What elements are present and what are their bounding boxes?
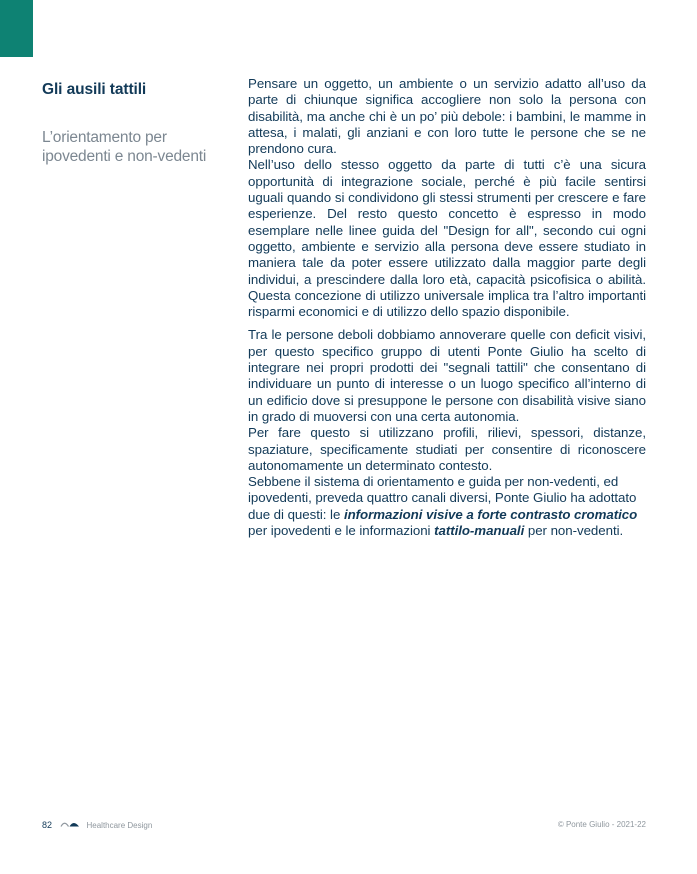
emphasis-visual-info: informazioni visive a forte contrasto cromatico — [343, 506, 638, 522]
paragraph-5-text-b: per ipovedenti e le informazioni — [248, 523, 435, 539]
footer-section-label: Healthcare Design — [86, 821, 153, 830]
section-subtitle: L’orientamento per ipovedenti e non-vedenti — [42, 129, 207, 165]
ponte-giulio-logo-icon — [60, 819, 80, 833]
sidebar — [42, 80, 232, 166]
corner-accent-tab — [0, 0, 33, 57]
section-title: Gli ausili tattili — [42, 81, 147, 98]
paragraph-3: Tra le persone deboli dobbiamo annoverare quelle con deficit visivi, per questo specifico gruppo di utenti Ponte Giulio ha scelto di integrare nei propri prodotti dei "segnali tattili" che consentano di individuare un punto di interesse o un luogo specifico all’interno di un edificio dove si presuppone le persone con disabilità visive siano in grado di muoversi con una certa autonomia. — [248, 327, 646, 424]
emphasis-tactile-info: tattilo-manuali — [434, 523, 525, 539]
paragraph-4: Per fare questo si utilizzano profili, rilievi, spessori, distanze, spaziature, specificamente studiati per consentire di riconoscere autonomamente un determinato contesto. — [248, 425, 646, 473]
paragraph-5-text-a: Sebbene il sistema di orientamento e guida per non-vedenti, ed ipovedenti, preveda quattro canali diversi, Ponte Giulio ha adottato due di questi: le — [248, 474, 637, 522]
paragraph-5-text-c: per non-vedenti. — [524, 523, 624, 539]
page-number: 82 — [42, 820, 53, 830]
paragraph-2: Nell’uso dello stesso oggetto da parte di tutti c’è una sicura opportunità di integrazione sociale, perché è più facile sentirsi uguali quando si condividono gli stessi strumenti per crescere e fare esperienze. Del resto questo concetto è espresso in modo esemplare nelle linee guida del "Design for all", secondo cui ogni oggetto, ambiente e servizio alla persona deve essere studiato in maniera tale da poter essere utilizzato dalla maggior parte degli individui, a prescindere dalla loro età, capacità psicofisica o abilità. Questa concezione di utilizzo universale implica tra l’altro importanti risparmi economici e di utilizzo dello spazio disponibile. — [248, 157, 646, 320]
paragraph-1: Pensare un oggetto, un ambiente o un servizio adatto all’uso da parte di chiunque significa accogliere non solo la persona con disabilità, ma anche chi è un po’ più debole: i bambini, le mamme in attesa, i malati, gli anziani e con loro tutte le persone che se ne prendono cura. — [248, 76, 646, 157]
paragraph-5 — [248, 474, 646, 539]
body-text — [248, 76, 646, 539]
footer-copyright: © Ponte Giulio - 2021-22 — [557, 820, 646, 829]
page-footer — [42, 818, 646, 832]
